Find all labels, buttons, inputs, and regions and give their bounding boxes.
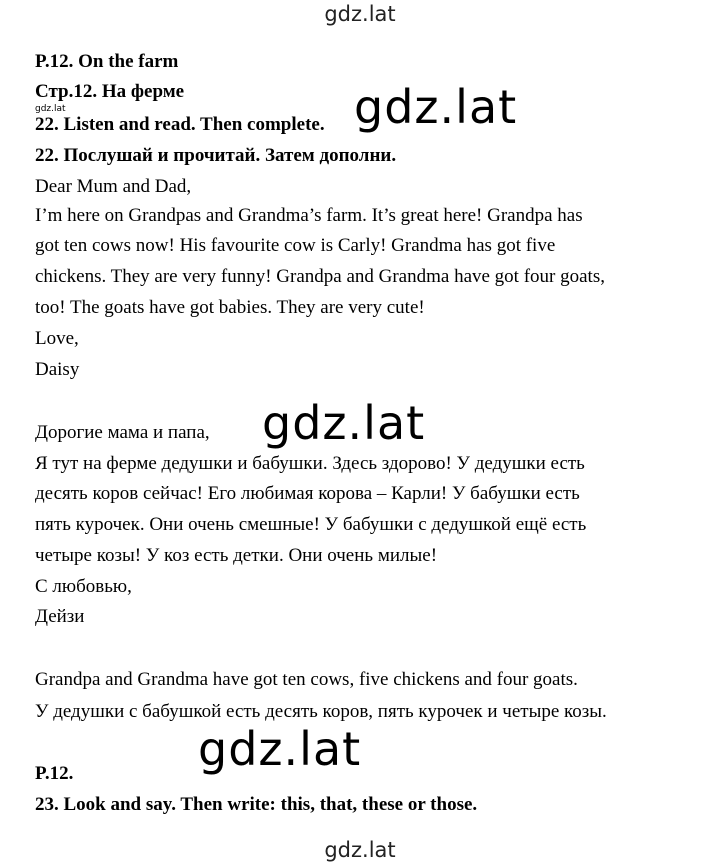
section2-title: P.12. xyxy=(35,763,74,784)
task-heading-ru: 22. Послушай и прочитай. Затем дополни. xyxy=(35,145,397,166)
letter-ru-signature: Дейзи xyxy=(35,606,85,627)
letter-ru-closing: С любовью, xyxy=(35,576,132,597)
letter-en-greeting: Dear Mum and Dad, xyxy=(35,176,192,197)
site-header: gdz.lat xyxy=(324,2,396,26)
letter-ru-line: десять коров сейчас! Его любимая корова – Карли! У бабушки есть xyxy=(35,483,580,504)
task-heading-en: 22. Listen and read. Then complete. xyxy=(35,114,325,135)
answer-ru: У дедушки с бабушкой есть десять коров, пять курочек и четыре козы. xyxy=(35,701,607,722)
section2-task: 23. Look and say. Then write: this, that, these or those. xyxy=(35,794,478,815)
page-title-en: P.12. On the farm xyxy=(35,51,179,72)
letter-en-line: I’m here on Grandpas and Grandma’s farm. It’s great here! Grandpa has xyxy=(35,205,583,226)
letter-en-line: chickens. They are very funny! Grandpa and Grandma have got four goats, xyxy=(35,266,605,287)
letter-en-signature: Daisy xyxy=(35,359,80,380)
letter-ru-line: четыре козы! У коз есть детки. Они очень милые! xyxy=(35,545,438,566)
page-title-ru: Стр.12. На ферме xyxy=(35,81,185,102)
watermark: gdz.lat xyxy=(262,396,426,450)
site-footer: gdz.lat xyxy=(324,838,396,862)
letter-ru-line: пять курочек. Они очень смешные! У бабушки с дедушкой ещё есть xyxy=(35,514,587,535)
small-watermark: gdz.lat xyxy=(35,104,66,114)
letter-en-line: too! The goats have got babies. They are very cute! xyxy=(35,297,425,318)
watermark: gdz.lat xyxy=(354,80,518,134)
letter-ru-greeting: Дорогие мама и папа, xyxy=(35,422,210,443)
watermark: gdz.lat xyxy=(198,722,362,776)
letter-en-closing: Love, xyxy=(35,328,79,349)
letter-ru-line: Я тут на ферме дедушки и бабушки. Здесь здорово! У дедушки есть xyxy=(35,453,585,474)
answer-en: Grandpa and Grandma have got ten cows, five chickens and four goats. xyxy=(35,669,578,690)
letter-en-line: got ten cows now! His favourite cow is Carly! Grandma has got five xyxy=(35,235,556,256)
